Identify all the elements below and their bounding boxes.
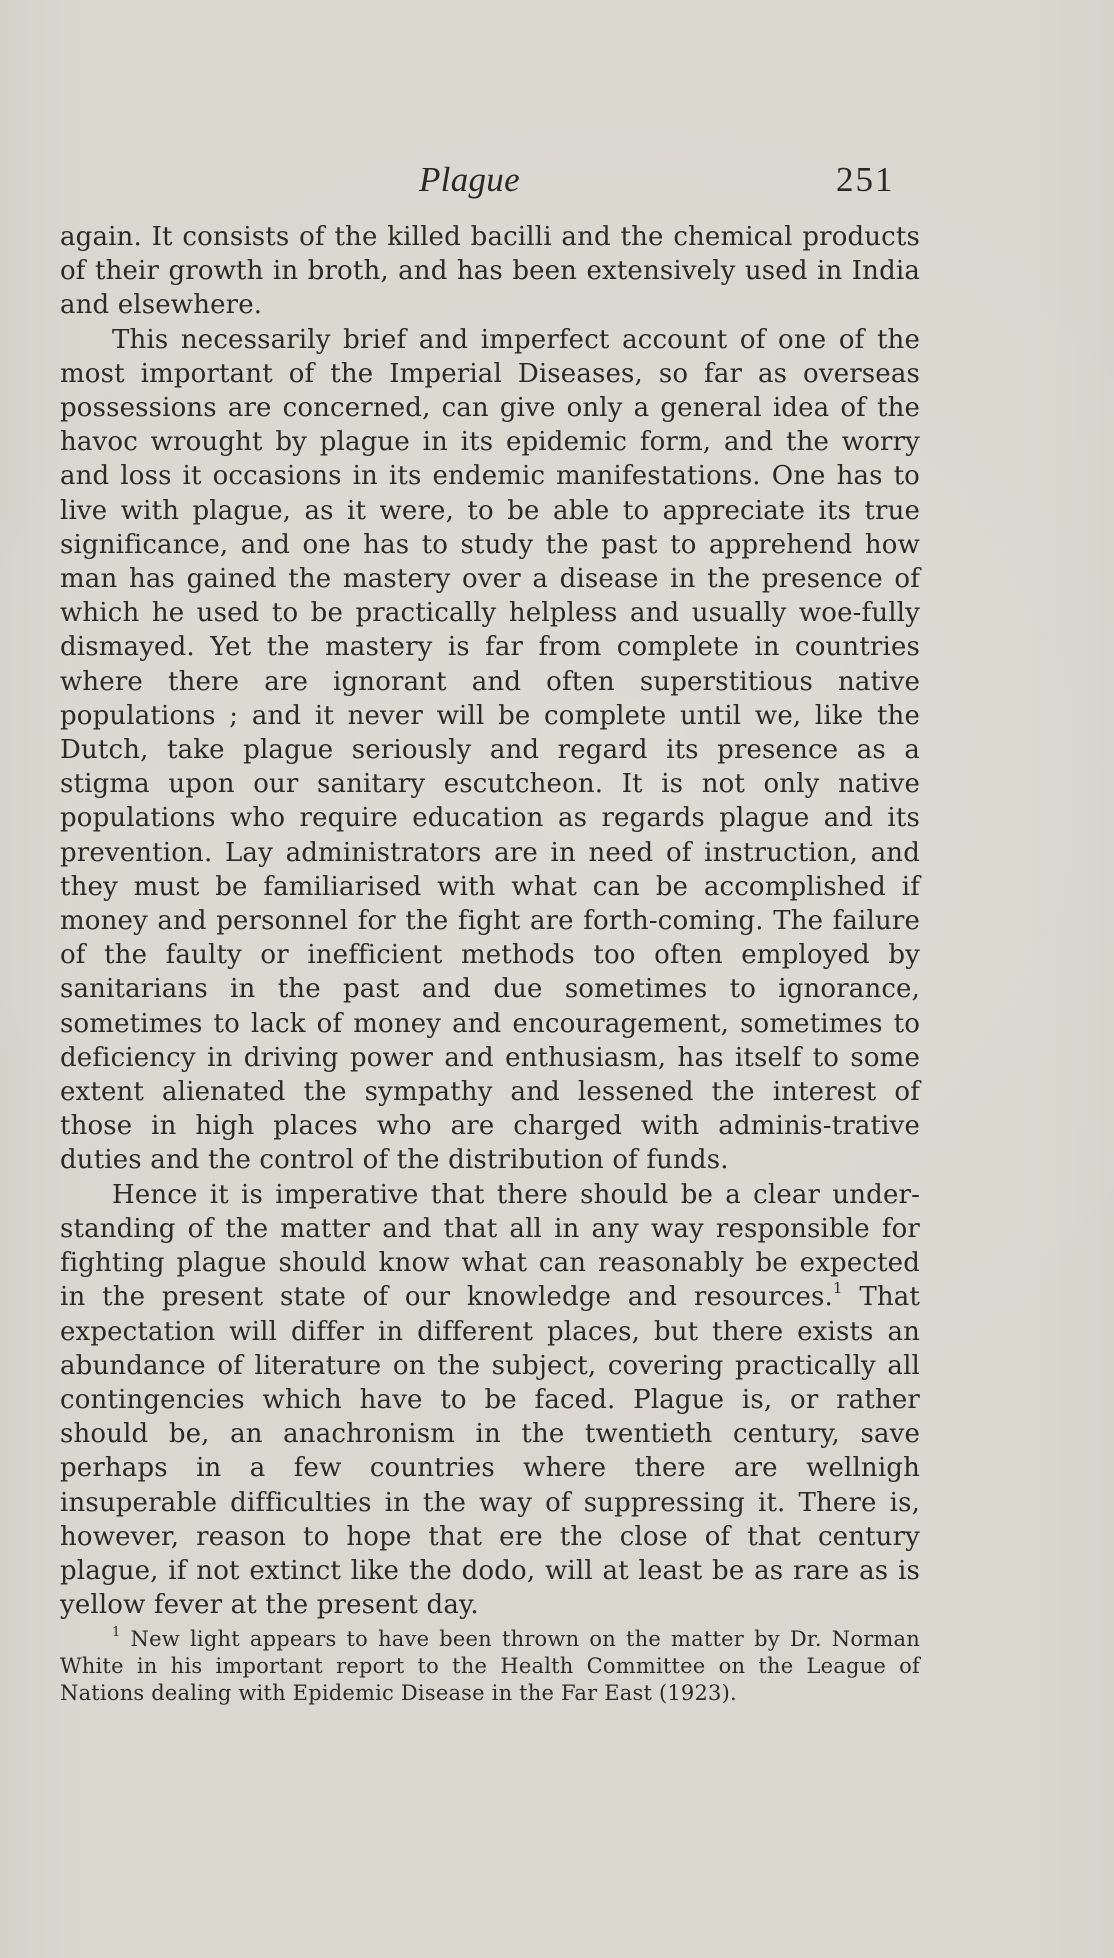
footnote-reference: 1 — [832, 1278, 843, 1297]
running-title: Plague — [419, 160, 520, 199]
running-head — [60, 160, 920, 210]
paragraph-imperative-text-after-note: That expectation will differ in different places, but there exists an abundance of literature on the subject, covering practically all contingencies which have to be faced. Plague is, or rather should be, an anachronism in the twentieth century, save perhaps in a few countries where there are wellnigh insuperable difficulties in the way of suppressing it. There is, however, reason to hope that ere the close of that century plague, if not extinct like the dodo, will at least be as rare as is yellow fever at the present day. — [60, 1282, 920, 1621]
footnote-marker: 1 — [112, 1625, 121, 1641]
footnote-text: New light appears to have been thrown on the matter by Dr. Norman White in his important report to the Health Committee on the League of Nations dealing with Epidemic Disease in the Far East (1923). — [60, 1627, 920, 1706]
footnote — [60, 1626, 920, 1707]
paragraph-imperative-text-before-note: Hence it is imperative that there should be a clear under-standing of the matter and that all in any way responsible for fighting plague should know what can reasonably be expected in the present state of our knowledge and resources. — [60, 1179, 920, 1313]
body-text — [60, 220, 920, 1728]
paragraph-continuation: again. It consists of the killed bacilli and the chemical products of their growth in broth, and has been extensively used in India and elsewhere. — [60, 222, 920, 321]
page-number: 251 — [836, 160, 895, 199]
corner-scan-mark — [0, 0, 92, 24]
paragraph-account: This necessarily brief and imperfect account of one of the most important of the Imperial Diseases, so far as overseas possessions are concerned, can give only a general idea of the havoc wrought by plague in its epidemic form, and the worry and loss it occasions in its endemic manifestations. One has to live with plague, as it were, to be able to appreciate its true significance, and one has to study the past to apprehend how man has gained the mastery over a disease in the presence of which he used to be practically helpless and usually woe-fully dismayed. Yet the mastery is far from complete in countries where there are ignorant and often superstitious native populations ; and it never will be complete until we, like the Dutch, take plague seriously and regard its presence as a stigma upon our sanitary escutcheon. It is not only native populations who require education as regards plague and its prevention. Lay administrators are in need of instruction, and they must be familiarised with what can be accomplished if money and personnel for the fight are forth-coming. The failure of the faulty or inefficient methods too often employed by sanitarians in the past and due sometimes to ignorance, sometimes to lack of money and encouragement, sometimes to deficiency in driving power and enthusiasm, has itself to some extent alienated the sympathy and lessened the interest of those in high places who are charged with adminis-trative duties and the control of the distribution of funds. — [60, 324, 920, 1176]
paragraph-imperative — [60, 1178, 920, 1623]
